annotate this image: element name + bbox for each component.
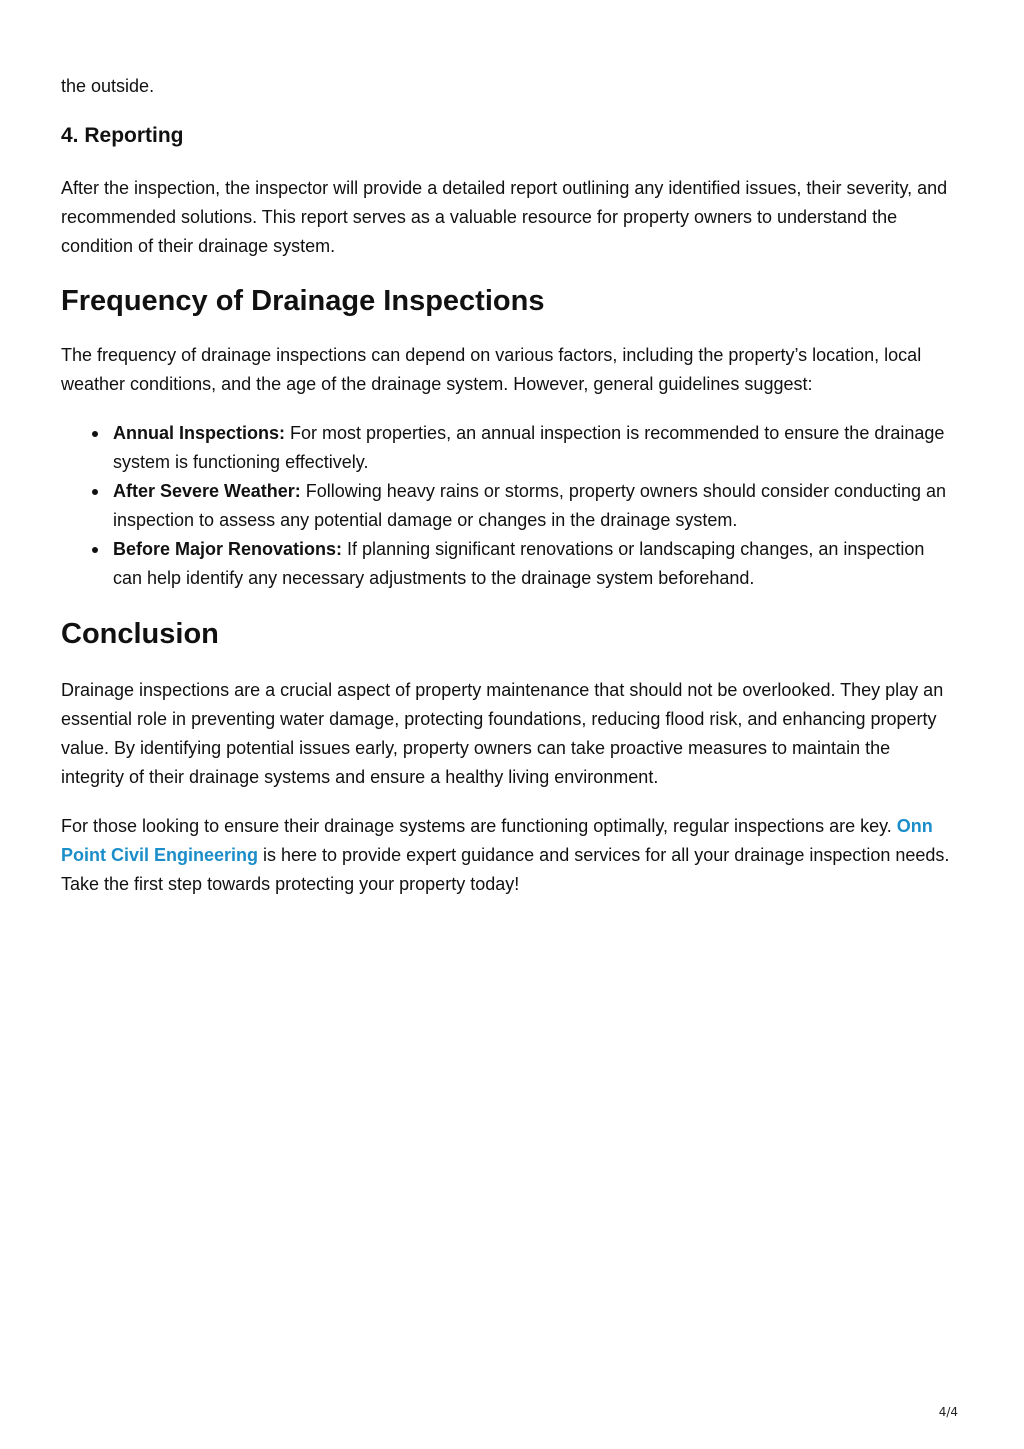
list-item (61, 535, 951, 593)
conclusion-paragraph: Drainage inspections are a crucial aspect of property maintenance that should not be overlooked. They play an essential role in preventing water damage, protecting foundations, reducing flood risk, and enhancing property value. By identifying potential issues early, property owners can take proactive measures to maintain the integrity of their drainage systems and ensure a healthy living environment. (61, 680, 944, 787)
reporting-paragraph: After the inspection, the inspector will provide a detailed report outlining any identified issues, their severity, and recommended solutions. This report serves as a valuable resource for property owners to understand the condition of their drainage system. (61, 178, 948, 256)
company-link[interactable]: Onn Point Civil Engineering (61, 816, 933, 865)
page-number: 4/4 (938, 1405, 958, 1419)
bullet-icon (92, 431, 98, 437)
bullet-label: Before Major Renovations: (113, 539, 343, 559)
bullet-label: Annual Inspections: (113, 423, 286, 443)
bullet-icon (92, 547, 98, 553)
intro-tail-text: the outside. (61, 76, 155, 96)
cta-text-before: For those looking to ensure their drainage systems are functioning optimally, regular inspections are key. (61, 816, 897, 836)
list-item (61, 419, 951, 477)
bullet-text: Following heavy rains or storms, property owners should consider conducting an inspection to assess any potential damage or changes in the drainage system. (113, 481, 947, 530)
bullet-text: For most properties, an annual inspection is recommended to ensure the drainage system is functioning effectively. (113, 423, 945, 472)
cta-text-after: is here to provide expert guidance and services for all your drainage inspection needs. Take the first step towards protecting your property today! (61, 845, 950, 894)
list-item (61, 477, 951, 535)
call-to-action-paragraph (61, 812, 961, 899)
reporting-heading: 4. Reporting (61, 124, 184, 147)
frequency-paragraph: The frequency of drainage inspections can depend on various factors, including the property’s location, local weather conditions, and the age of the drainage system. However, general guidelines suggest: (61, 345, 922, 394)
conclusion-heading: Conclusion (61, 618, 219, 650)
frequency-heading: Frequency of Drainage Inspections (61, 285, 545, 317)
bullet-icon (92, 489, 98, 495)
frequency-guidelines-list (61, 419, 951, 593)
bullet-label: After Severe Weather: (113, 481, 301, 501)
bullet-text: If planning significant renovations or landscaping changes, an inspection can help identify any necessary adjustments to the drainage system beforehand. (113, 539, 925, 588)
